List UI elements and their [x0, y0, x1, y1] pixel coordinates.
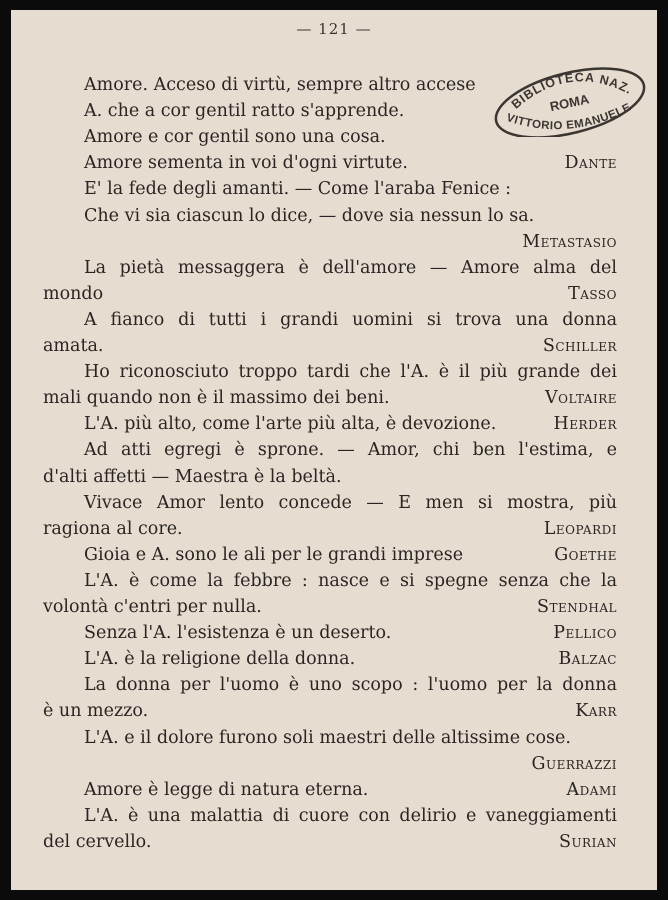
quote-text: Vivace Amor lento concede — E men si mostra, più — [84, 492, 617, 513]
quote-line — [43, 333, 617, 359]
quote-text: La donna per l'uomo è uno scopo : l'uomo per la donna — [84, 675, 617, 696]
quote-text: d'alti affetti — Maestra è la beltà. — [43, 466, 342, 487]
author-name: Tasso — [568, 283, 617, 304]
quote-text: mali quando non è il massimo dei beni. — [43, 388, 390, 409]
author-name: Adami — [566, 779, 617, 800]
quote-line — [43, 437, 617, 463]
author-name: Pellico — [553, 623, 617, 644]
author-name: Balzac — [558, 649, 617, 670]
quote-line — [43, 203, 617, 229]
quote-text: del cervello. — [43, 831, 152, 852]
author-name: Leopardi — [543, 518, 617, 539]
author-name: Stendhal — [537, 597, 617, 617]
quote-line — [43, 646, 617, 672]
quote-line — [43, 568, 617, 594]
quote-line — [43, 672, 617, 698]
quote-line — [43, 124, 617, 150]
quote-text: L'A. è come la febbre : nasce e si spegne senza che la — [84, 570, 617, 591]
quote-line — [43, 464, 617, 490]
quote-text: volontà c'entri per nulla. — [43, 597, 262, 617]
quote-line — [43, 725, 617, 751]
quote-text: L'A. più alto, come l'arte più alta, è devozione. — [84, 414, 497, 435]
quote-line — [43, 594, 617, 620]
author-name: Karr — [575, 701, 617, 722]
quote-line — [43, 255, 617, 281]
quote-line — [43, 307, 617, 333]
quote-text: amata. — [43, 336, 104, 356]
quote-text: L'A. è la religione della donna. — [84, 649, 356, 670]
author-name: Herder — [553, 414, 617, 435]
quote-line — [43, 229, 617, 255]
quote-text: La pietà messaggera è dell'amore — Amore alma del — [84, 257, 617, 278]
quote-line — [43, 150, 617, 176]
quote-text: ragiona al core. — [43, 518, 183, 539]
stamp-line-3: VITTORIO EMANUELE — [504, 101, 634, 133]
quote-line — [43, 829, 617, 855]
page-number: — 121 — — [296, 20, 372, 38]
quote-text: è un mezzo. — [43, 701, 149, 722]
quote-line — [43, 98, 617, 124]
quote-text: Amore è legge di natura eterna. — [84, 779, 369, 800]
author-name: Surian — [558, 831, 617, 852]
quote-line — [43, 72, 617, 98]
book-page — [11, 10, 657, 890]
quote-text: Amore. Acceso di virtù, sempre altro accese — [84, 75, 476, 95]
quote-line — [43, 411, 617, 437]
author-name: Metastasio — [522, 231, 617, 252]
quote-text: Gioia e A. sono le ali per le grandi imprese — [84, 544, 464, 565]
quote-text: Ad atti egregi è sprone. — Amor, chi ben l'estima, e — [84, 440, 617, 461]
quote-text: mondo — [43, 283, 104, 304]
quote-text: A. che a cor gentil ratto s'apprende. — [84, 101, 405, 122]
quote-line — [43, 385, 617, 411]
quote-line — [43, 698, 617, 724]
author-name: Schiller — [542, 336, 617, 356]
quote-line — [43, 777, 617, 803]
stamp-line-2: ROMA — [548, 91, 591, 115]
quote-line — [43, 490, 617, 516]
author-name: Guerrazzi — [531, 753, 617, 774]
quote-text: Senza l'A. l'esistenza è un deserto. — [84, 623, 392, 644]
quote-text: Che vi sia ciascun lo dice, — dove sia nessun lo sa. — [84, 205, 535, 226]
quote-text: Amore e cor gentil sono una cosa. — [84, 127, 386, 148]
quote-line — [43, 359, 617, 385]
quote-line — [43, 176, 617, 202]
author-name: Voltaire — [544, 388, 617, 409]
quote-line — [43, 542, 617, 568]
author-name: Dante — [564, 153, 617, 174]
quote-text: E' la fede degli amanti. — Come l'araba Fenice : — [84, 179, 512, 200]
quote-line — [43, 620, 617, 646]
quote-line — [43, 516, 617, 542]
quote-line — [43, 803, 617, 829]
quote-text: Ho riconosciuto troppo tardi che l'A. è il più grande dei — [84, 362, 617, 383]
stamp-line-1: BIBLIOTECA NAZ. — [508, 70, 635, 112]
quote-line — [43, 751, 617, 777]
quote-text: A fianco di tutti i grandi uomini si trova una donna — [84, 309, 617, 330]
quote-text: L'A. è una malattia di cuore con delirio e vaneggiamenti — [84, 805, 617, 826]
quote-text: L'A. e il dolore furono soli maestri delle altissime cose. — [84, 727, 571, 748]
author-name: Goethe — [554, 544, 617, 565]
quote-line — [43, 281, 617, 307]
quote-text: Amore sementa in voi d'ogni virtute. — [84, 153, 408, 174]
